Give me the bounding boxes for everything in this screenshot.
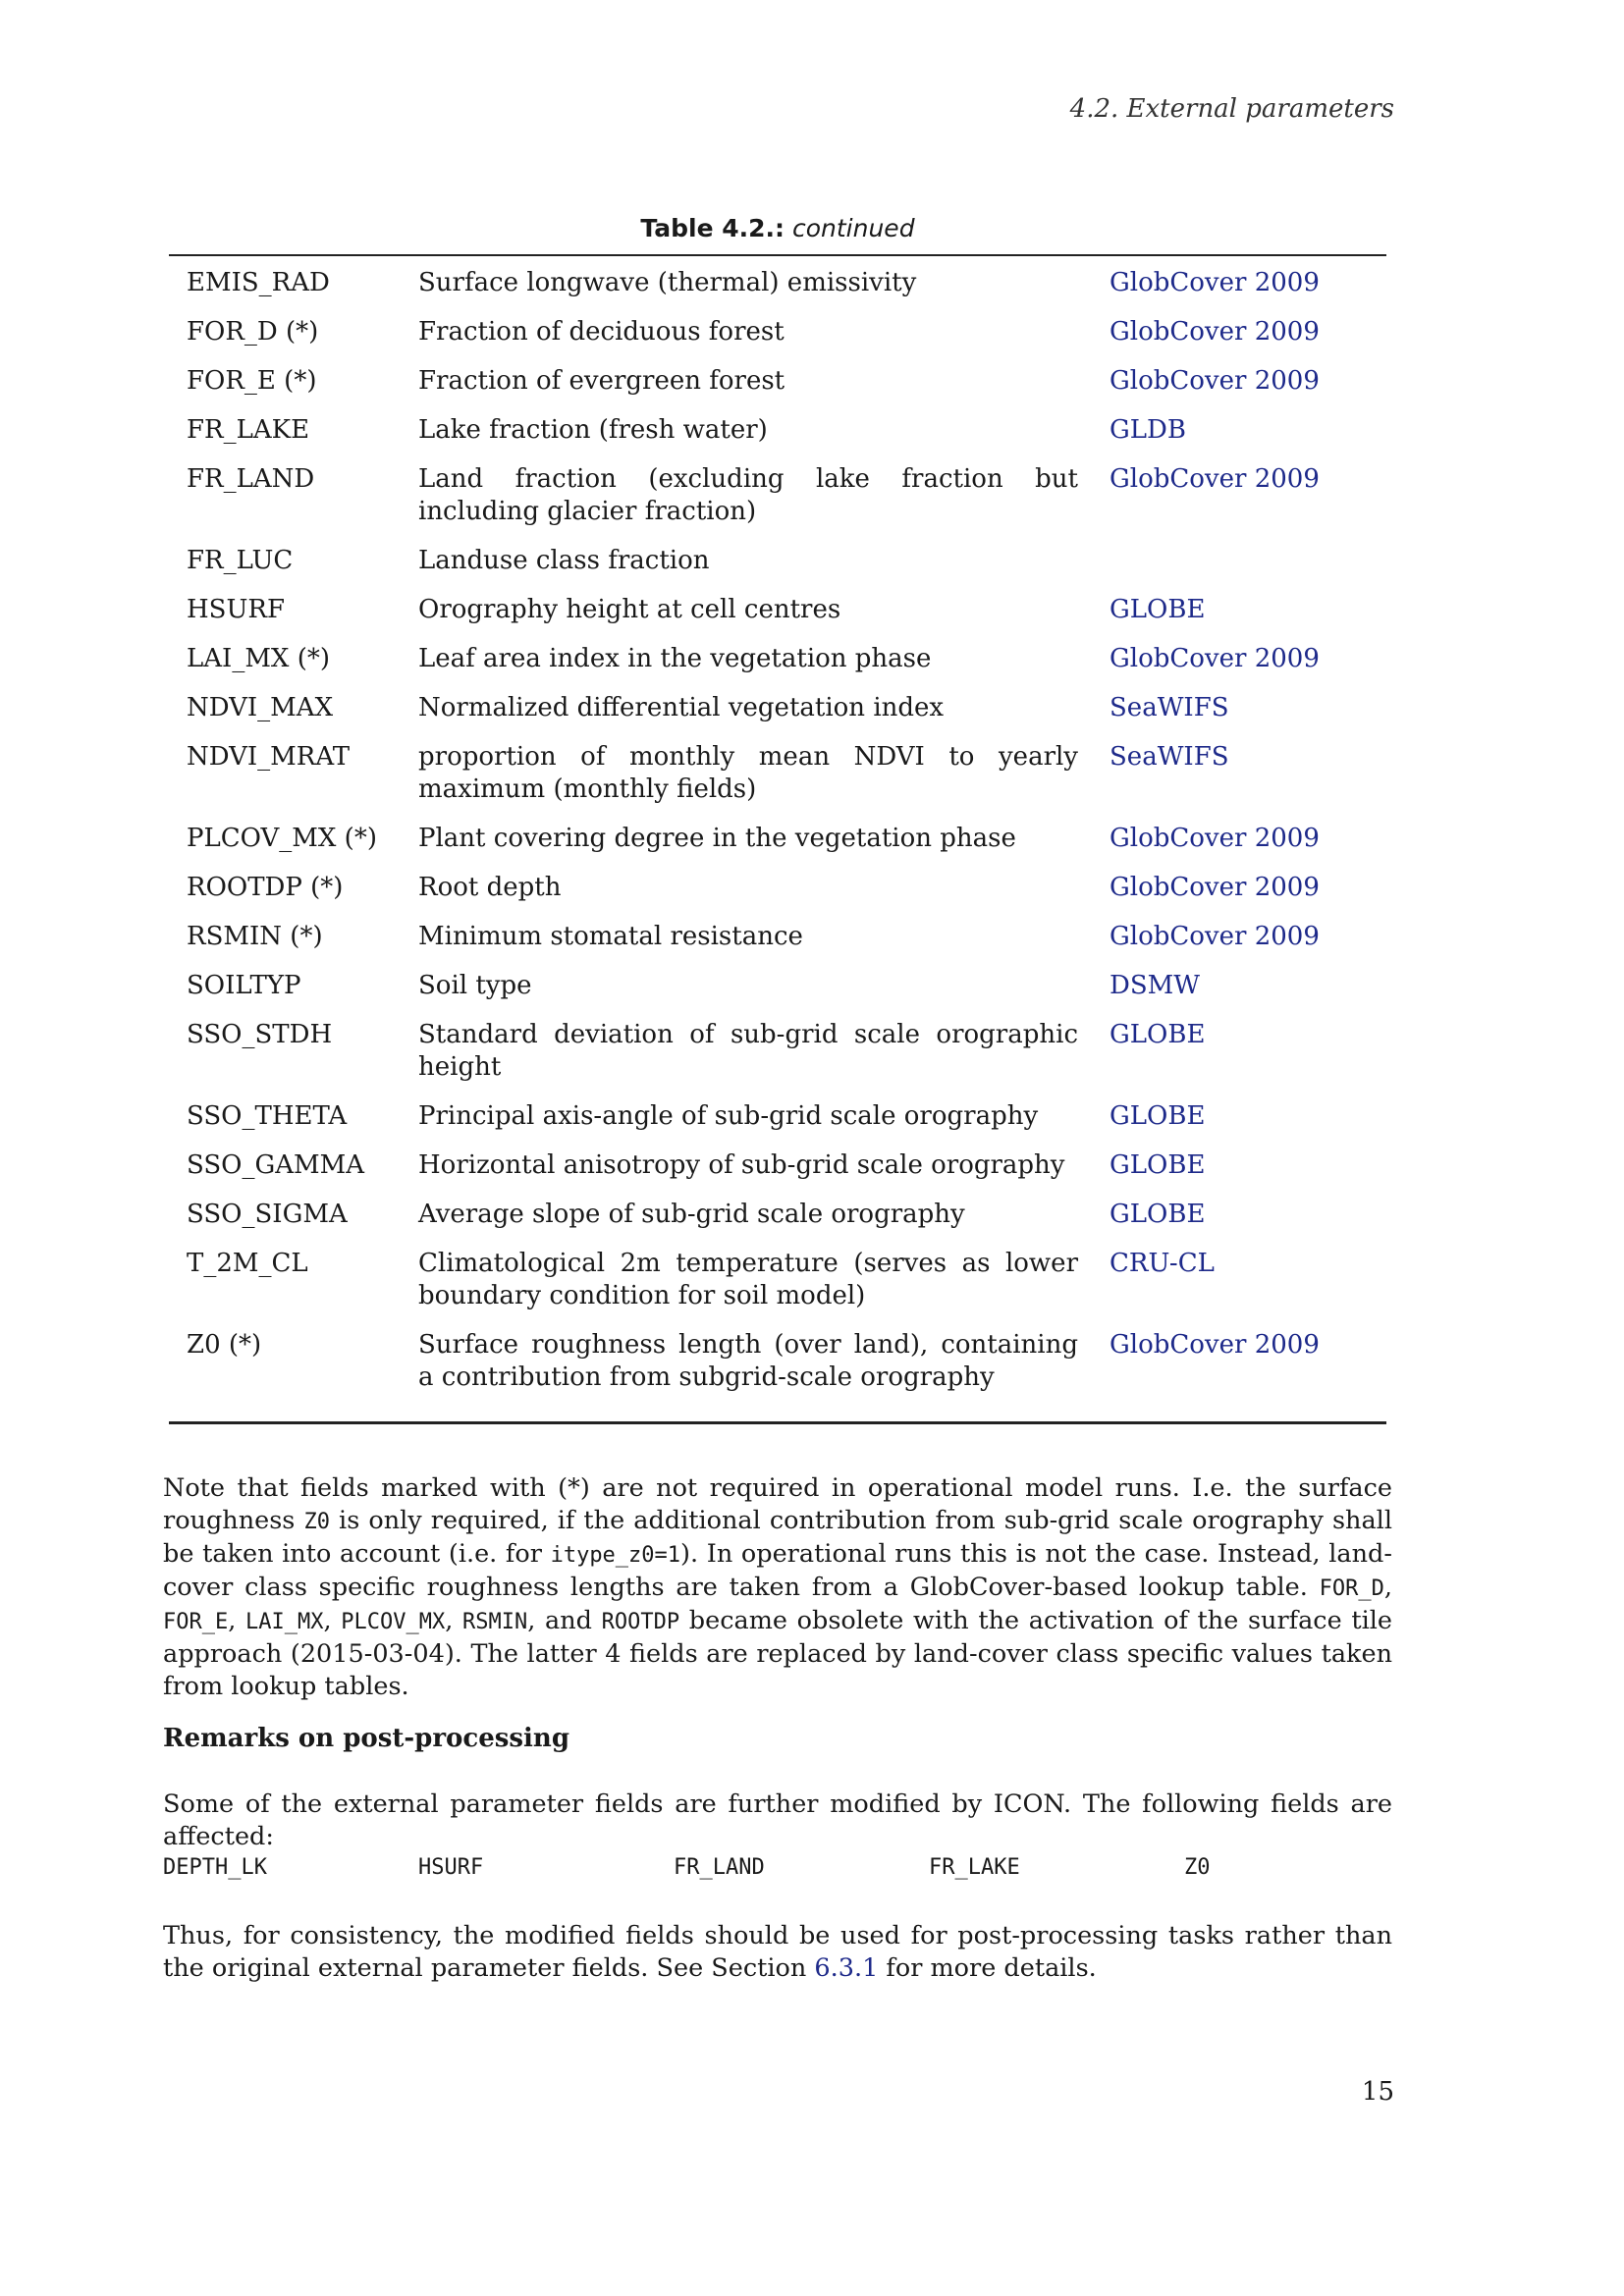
table-row xyxy=(169,267,1386,316)
parameter-description: Surface longwave (thermal) emissivity xyxy=(418,268,917,297)
code-lai-mx: LAI_MX xyxy=(245,1610,324,1634)
parameter-name: Z0 (*) xyxy=(187,1330,262,1360)
parameter-description: Surface roughness length (over land), containing a contribution from subgrid-scale orography xyxy=(418,1330,1078,1392)
parameter-description: Lake fraction (fresh water) xyxy=(418,415,768,445)
parameter-name: FOR_D (*) xyxy=(187,317,319,347)
external-parameters-table xyxy=(169,267,1386,1411)
field-fr-land: FR_LAND xyxy=(674,1855,765,1880)
page-number: 15 xyxy=(1361,2077,1394,2107)
parameter-source-link xyxy=(1110,545,1386,594)
closing-text: Thus, for consistency, the modified fields should be used for post-processing tasks rather than the original external parameter fields. See Section xyxy=(163,1921,1392,1983)
post-processing-intro: Some of the external parameter fields are further modified by ICON. The following fields are affected: xyxy=(163,1789,1392,1851)
table-row xyxy=(169,1100,1386,1149)
parameter-description: Plant covering degree in the vegetation phase xyxy=(418,824,1016,853)
code-rootdp: ROOTDP xyxy=(601,1610,680,1634)
table-row xyxy=(169,741,1386,823)
field-hsurf: HSURF xyxy=(418,1855,484,1880)
parameter-name: NDVI_MRAT xyxy=(187,742,351,772)
note-text: Note that fields marked with (*) are not required in operational model runs. I.e. the surface roughness xyxy=(163,1473,1392,1535)
separator: , xyxy=(228,1606,246,1635)
table-caption-continued: continued xyxy=(791,214,915,242)
table-caption xyxy=(169,214,1386,242)
closing-text: for more details. xyxy=(878,1953,1097,1983)
code-itype-z0: itype_z0=1 xyxy=(550,1543,681,1568)
parameter-name: PLCOV_MX (*) xyxy=(187,824,377,853)
table-row xyxy=(169,692,1386,741)
parameter-name: EMIS_RAD xyxy=(187,268,330,297)
parameter-source-link[interactable]: GLOBE xyxy=(1110,1150,1206,1180)
table-row xyxy=(169,1248,1386,1329)
parameter-source-link[interactable]: GLOBE xyxy=(1110,1101,1206,1131)
parameter-name: FR_LUC xyxy=(187,546,294,575)
parameter-source-link[interactable]: GlobCover 2009 xyxy=(1110,366,1320,396)
parameter-source-link[interactable]: SeaWIFS xyxy=(1110,693,1229,722)
code-z0: Z0 xyxy=(303,1510,330,1534)
parameter-name: HSURF xyxy=(187,595,286,624)
code-plcov-mx: PLCOV_MX xyxy=(341,1610,446,1634)
section-heading-post-processing: Remarks on post-processing xyxy=(163,1724,569,1753)
parameter-source-link[interactable]: GLDB xyxy=(1110,415,1186,445)
table-row xyxy=(169,970,1386,1019)
table-row xyxy=(169,1149,1386,1199)
section-link-6-3-1[interactable]: 6.3.1 xyxy=(814,1953,879,1983)
parameter-description: Minimum stomatal resistance xyxy=(418,922,803,951)
parameter-name: SSO_STDH xyxy=(187,1020,333,1049)
note-text: became obsolete with the activation of the surface tile approach (2015-03-04). The latter 4 fields are replaced by land-cover class specific values taken from lookup tables. xyxy=(163,1606,1392,1701)
parameter-source-link[interactable]: GlobCover 2009 xyxy=(1110,464,1320,494)
parameter-source-link[interactable]: DSMW xyxy=(1110,971,1201,1000)
parameter-source-link[interactable]: GLOBE xyxy=(1110,595,1206,624)
parameter-name: ROOTDP (*) xyxy=(187,873,344,902)
table-row xyxy=(169,1199,1386,1248)
parameter-name: LAI_MX (*) xyxy=(187,644,330,673)
parameter-source-link[interactable]: CRU-CL xyxy=(1110,1249,1215,1278)
parameter-description: Normalized differential vegetation index xyxy=(418,693,945,722)
parameter-source-link[interactable]: SeaWIFS xyxy=(1110,742,1229,772)
parameter-source-link[interactable]: GlobCover 2009 xyxy=(1110,824,1320,853)
parameter-description: proportion of monthly mean NDVI to yearly maximum (monthly fields) xyxy=(418,742,1078,804)
parameter-description: Orography height at cell centres xyxy=(418,595,841,624)
table-bottom-rule xyxy=(169,1421,1386,1424)
table-row xyxy=(169,921,1386,970)
parameter-name: SSO_SIGMA xyxy=(187,1200,348,1229)
parameter-source-link[interactable]: GlobCover 2009 xyxy=(1110,317,1320,347)
running-header: 4.2. External parameters xyxy=(1069,94,1394,124)
parameter-source-link[interactable]: GLOBE xyxy=(1110,1020,1206,1049)
parameter-description: Fraction of deciduous forest xyxy=(418,317,785,347)
parameter-name: NDVI_MAX xyxy=(187,693,334,722)
field-z0: Z0 xyxy=(1184,1855,1211,1880)
field-depth-lk: DEPTH_LK xyxy=(163,1855,267,1880)
separator: , and xyxy=(527,1606,602,1635)
code-rsmin: RSMIN xyxy=(462,1610,528,1634)
parameter-name: FR_LAND xyxy=(187,464,315,494)
table-row xyxy=(169,823,1386,872)
table-row xyxy=(169,594,1386,643)
parameter-name: SOILTYP xyxy=(187,971,301,1000)
code-for-e: FOR_E xyxy=(163,1610,229,1634)
note-text: is only required, if the additional contribution from sub-grid scale orography shall be taken into account (i.e. for xyxy=(163,1506,1392,1569)
parameter-description: Soil type xyxy=(418,971,532,1000)
parameter-source-link[interactable]: GlobCover 2009 xyxy=(1110,644,1320,673)
parameter-description: Standard deviation of sub-grid scale orographic height xyxy=(418,1020,1078,1082)
parameter-description: Land fraction (excluding lake fraction but including glacier fraction) xyxy=(418,464,1078,526)
note-text: ). In operational runs this is not the case. Instead, land-cover class specific roughness lengths are taken from a GlobCover-based lookup table. xyxy=(163,1539,1392,1602)
separator: , xyxy=(323,1606,342,1635)
code-for-d: FOR_D xyxy=(1319,1576,1384,1601)
separator: , xyxy=(445,1606,463,1635)
parameter-name: SSO_GAMMA xyxy=(187,1150,365,1180)
table-top-rule xyxy=(169,254,1386,256)
table-row xyxy=(169,316,1386,365)
parameter-name: RSMIN (*) xyxy=(187,922,323,951)
closing-paragraph xyxy=(163,1920,1392,1985)
table-row xyxy=(169,414,1386,463)
parameter-description: Climatological 2m temperature (serves as lower boundary condition for soil model) xyxy=(418,1249,1078,1310)
parameter-source-link[interactable]: GlobCover 2009 xyxy=(1110,268,1320,297)
table-row xyxy=(169,365,1386,414)
parameter-description: Landuse class fraction xyxy=(418,546,710,575)
parameter-source-link[interactable]: GLOBE xyxy=(1110,1200,1206,1229)
parameter-description: Average slope of sub-grid scale orography xyxy=(418,1200,965,1229)
parameter-name: T_2M_CL xyxy=(187,1249,308,1278)
parameter-description: Principal axis-angle of sub-grid scale orography xyxy=(418,1101,1039,1131)
parameter-name: FOR_E (*) xyxy=(187,366,317,396)
parameter-name: SSO_THETA xyxy=(187,1101,348,1131)
table-caption-label: Table 4.2.: xyxy=(640,214,785,242)
parameter-name: FR_LAKE xyxy=(187,415,310,445)
note-paragraph xyxy=(163,1472,1392,1703)
parameter-description: Fraction of evergreen forest xyxy=(418,366,785,396)
parameter-description: Horizontal anisotropy of sub-grid scale orography xyxy=(418,1150,1065,1180)
field-fr-lake: FR_LAKE xyxy=(929,1855,1020,1880)
table-row xyxy=(169,1329,1386,1411)
table-row xyxy=(169,1019,1386,1100)
table-row xyxy=(169,545,1386,594)
parameter-source-link[interactable]: GlobCover 2009 xyxy=(1110,922,1320,951)
parameter-description: Root depth xyxy=(418,873,562,902)
table-row xyxy=(169,872,1386,921)
table-row xyxy=(169,643,1386,692)
table-row xyxy=(169,463,1386,545)
separator: , xyxy=(1383,1573,1392,1602)
parameter-source-link[interactable]: GlobCover 2009 xyxy=(1110,1330,1320,1360)
parameter-description: Leaf area index in the vegetation phase xyxy=(418,644,932,673)
parameter-source-link[interactable]: GlobCover 2009 xyxy=(1110,873,1320,902)
